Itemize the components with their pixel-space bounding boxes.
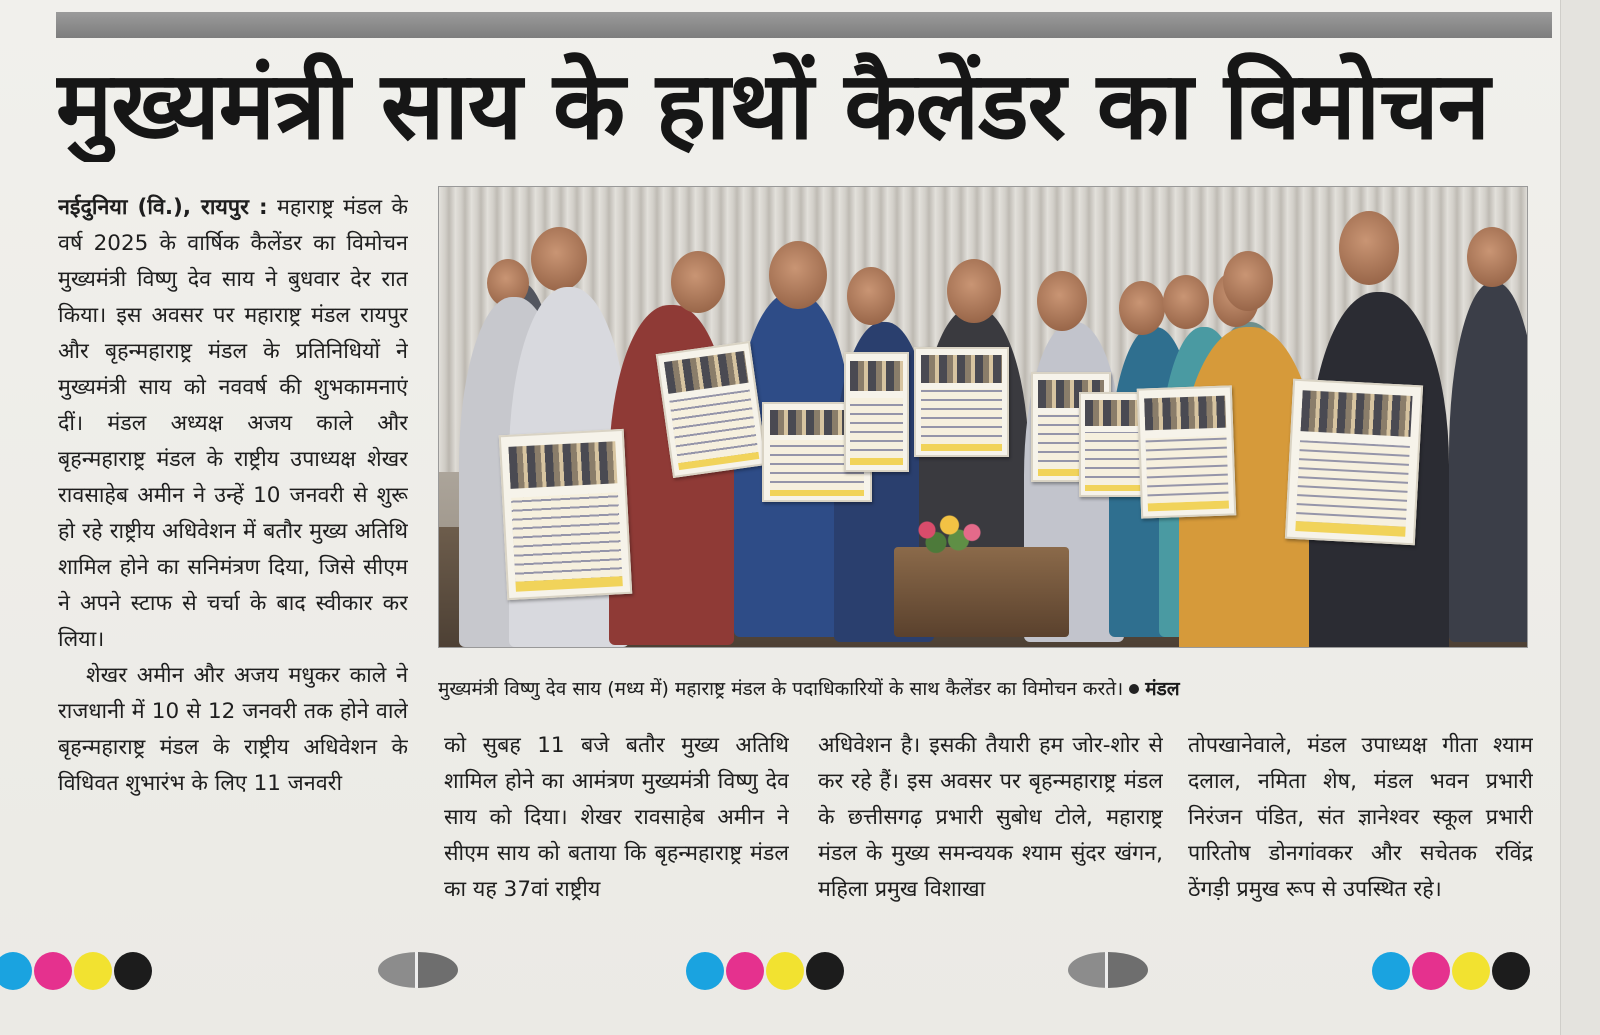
article-text-2: को सुबह 11 बजे बतौर मुख्य अतिथि शामिल होने का आमंत्रण मुख्यमंत्री विष्णु देव साय को दिया। शेखर रावसाहेब अमीन ने सीएम साय को बताया कि बृहन्महाराष्ट्र मंडल का यह 37वां राष्ट्रीय [444,733,789,902]
article-text-4: तोपखानेवाले, मंडल उपाध्यक्ष गीता श्याम दलाल, नमिता शेष, मंडल भवन प्रभारी निरंजन पंडित, संत ज्ञानेश्वर स्कूल प्रभारी पारितोष डोनगांवकर और सचेतक रविंद्र ठेंगड़ी प्रमुख रूप से उपस्थित रहे। [1188,733,1533,902]
photo-caption [438,674,1528,704]
calendar-2 [656,341,767,478]
article-text-3: अधिवेशन है। इसकी तैयारी हम जोर-शोर से कर रहे हैं। इस अवसर पर बृहन्महाराष्ट्र मंडल के छत्तीसगढ़ प्रभारी सुबोध टोले, महाराष्ट्र मंडल के मुख्य समन्वयक श्याम सुंदर खंगन, महिला प्रमुख विशाखा [818,733,1163,902]
bullet-icon [1129,684,1139,694]
calendar-8 [1137,385,1236,518]
news-photo [438,186,1528,648]
photo-table [894,547,1069,637]
article-column-1 [58,190,408,950]
article-column-3 [818,728,1163,950]
calendar-9 [1285,379,1423,546]
photo-flowers [909,505,999,555]
top-rule [56,12,1552,38]
photo-caption-text: मुख्यमंत्री विष्णु देव साय (मध्य में) महाराष्ट्र मंडल के पदाधिकारियों के साथ कैलेंडर का विमोचन करते। [438,678,1124,700]
article-paragraph-1 [58,190,408,658]
registration-oval-2 [1068,952,1148,988]
calendar-5 [914,347,1009,457]
article-column-2 [444,728,789,950]
article-paragraph-2: शेखर अमीन और अजय मधुकर काले ने राजधानी में 10 से 12 जनवरी तक होने वाले बृहन्महाराष्ट्र मंडल के राष्ट्रीय अधिवेशन के विधिवत शुभारंभ के लिए 11 जनवरी [58,663,408,796]
photo-credit: मंडल [1145,678,1180,700]
calendar-4 [844,352,909,472]
article-column-4 [1188,728,1533,950]
adjacent-page-edge [1560,0,1600,1035]
registration-oval-1 [378,952,458,988]
headline: मुख्यमंत्री साय के हाथों कैलेंडर का विमोचन [56,52,1490,161]
color-registration-mark-3 [1372,952,1530,992]
article-text-1: महाराष्ट्र मंडल के वर्ष 2025 के वार्षिक कैलेंडर का विमोचन मुख्यमंत्री विष्णु देव साय ने बुधवार देर रात किया। इस अवसर पर महाराष्ट्र मंडल रायपुर और बृहन्महाराष्ट्र मंडल के प्रतिनिधियों ने मुख्यमंत्री साय को नववर्ष की शुभकामनाएं दीं। मंडल अध्यक्ष अजय काले और बृहन्महाराष्ट्र मंडल के राष्ट्रीय उपाध्यक्ष शेखर रावसाहेब अमीन ने उन्हें 10 जनवरी से शुरू हो रहे राष्ट्रीय अधिवेशन में बतौर मुख्य अतिथि शामिल होने का सनिमंत्रण दिया, जिसे सीएम ने अपने स्टाफ से चर्चा के बाद स्वीकार कर लिया। [58,195,408,652]
dateline: नईदुनिया (वि.), रायपुर : [58,195,268,220]
color-registration-mark-2 [686,952,844,992]
color-registration-mark-1 [0,952,152,992]
calendar-1 [499,429,632,600]
